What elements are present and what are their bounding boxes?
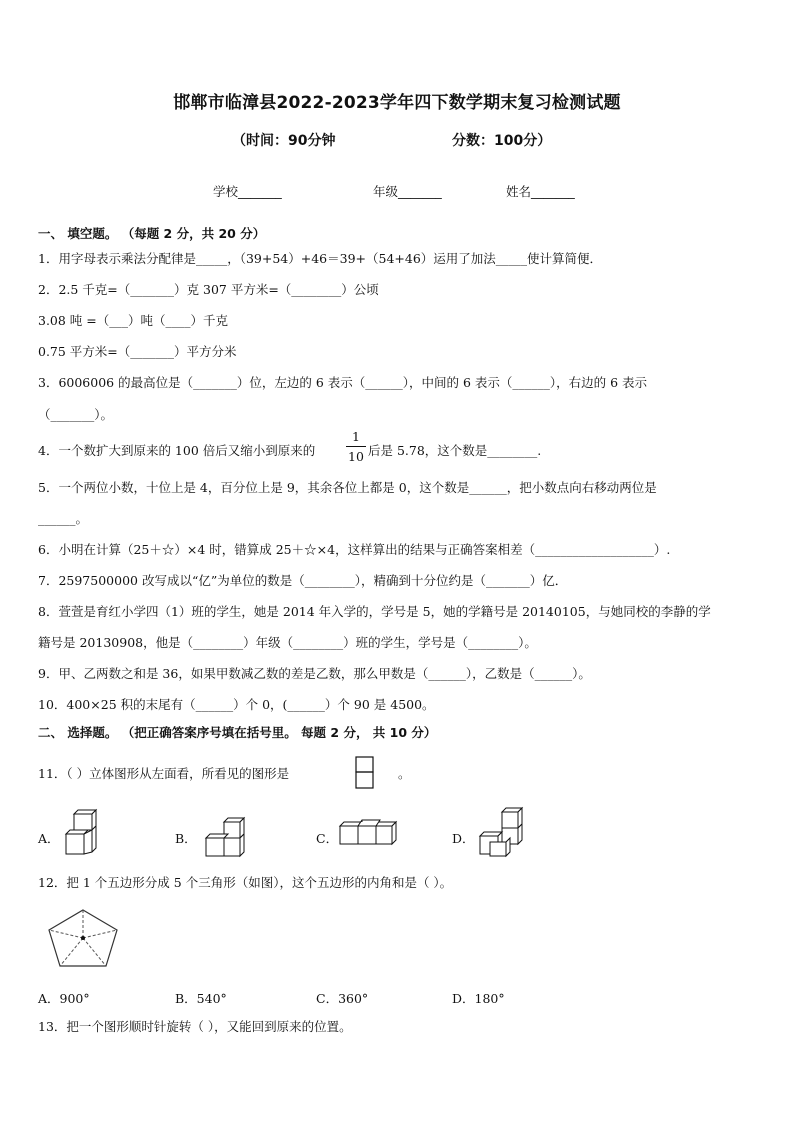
question-8-line-1: 8．萱萱是育红小学四（1）班的学生，她是 2014 年入学的，学号是 5，她的学籍号是 20140105，与她同校的李静的学 [38,604,711,619]
left-view-figure [355,756,375,790]
option-c-label[interactable]: C． [316,831,339,846]
section-heading-fill-blank: 一、 填空题。 （每题 2 分，共 20 分） [38,226,266,241]
fraction-bar [346,446,366,447]
exam-score: 分数：100分） [452,133,552,149]
cube-figure-c [338,818,398,848]
pentagon-figure [46,908,120,968]
question-3-line-2: （_______）。 [38,407,114,422]
question-4-prefix: 4．一个数扩大到原来的 100 倍后又缩小到原来的 [38,443,316,458]
question-5-line-2: ______。 [38,511,89,526]
page-title: 邯郸市临漳县2022-2023学年四下数学期末复习检测试题 [173,93,621,113]
option-b-label[interactable]: B． [175,831,197,846]
question-12: 12．把 1 个五边形分成 5 个三角形（如图），这个五边形的内角和是（ ）。 [38,875,453,890]
q12-option-c[interactable]: C．360° [316,991,369,1006]
q12-option-a[interactable]: A．900° [38,991,90,1006]
question-7: 7．2597500000 改写成以“亿”为单位的数是（________），精确到十分位约是（_______）亿． [38,573,568,588]
question-8-line-2: 籍号是 20130908，他是（________）年级（________）班的学生，学号是（________）。 [38,635,537,650]
name-field[interactable]: 姓名_______ [506,184,575,199]
exam-time: （时间：90分钟 [232,133,336,149]
question-3-line-1: 3．6006006 的最高位是（_______）位，左边的 6 表示（______），中间的 6 表示（______），右边的 6 表示 [38,375,648,390]
grade-field[interactable]: 年级_______ [373,184,442,199]
q12-option-b[interactable]: B．540° [175,991,227,1006]
option-d-label[interactable]: D． [452,831,475,846]
question-11: 11．（ ）立体图形从左面看，所看见的图形是 [38,766,290,781]
section-heading-choice: 二、 选择题。 （把正确答案序号填在括号里。 每题 2 分， 共 10 分） [38,725,437,740]
question-4-suffix: 后是 5.78，这个数是________. [368,443,542,458]
cube-figure-a [64,808,100,858]
question-5-line-1: 5．一个两位小数，十位上是 4，百分位上是 9，其余各位上都是 0，这个数是______，把小数点向右移动两位是 [38,480,657,495]
option-a-label[interactable]: A． [38,831,60,846]
school-field[interactable]: 学校_______ [213,184,282,199]
question-11-end: 。 [398,766,411,781]
cube-figure-b [204,816,246,858]
q12-option-d[interactable]: D．180° [452,991,505,1006]
question-9: 9．甲、乙两数之和是 36，如果甲数减乙数的差是乙数，那么甲数是（______），乙数是（______）。 [38,666,591,681]
question-2-part-b: 3.08 吨 =（___）吨（____）千克 [38,313,229,328]
fraction-one-tenth [346,429,366,464]
fraction-numerator: 1 [352,429,360,444]
question-10: 10．400×25 积的末尾有（______）个 0，(______）个 90 是 4500。 [38,697,435,712]
question-2-part-a: 2．2.5 千克=（_______）克 307 平方米=（________）公顷 [38,282,379,297]
question-6: 6．小明在计算（25＋☆）×4 时，错算成 25＋☆×4，这样算出的结果与正确答案相差（___________________）. [38,542,671,557]
fraction-denominator: 10 [348,449,364,464]
cube-figure-d [476,806,528,860]
question-2-part-c: 0.75 平方米=（_______）平方分米 [38,344,237,359]
question-1: 1．用字母表示乘法分配律是_____，（39+54）+46＝39+（54+46）运用了加法_____使计算简便． [38,251,603,266]
question-13: 13．把一个图形顺时针旋转（ ），又能回到原来的位置。 [38,1019,352,1034]
